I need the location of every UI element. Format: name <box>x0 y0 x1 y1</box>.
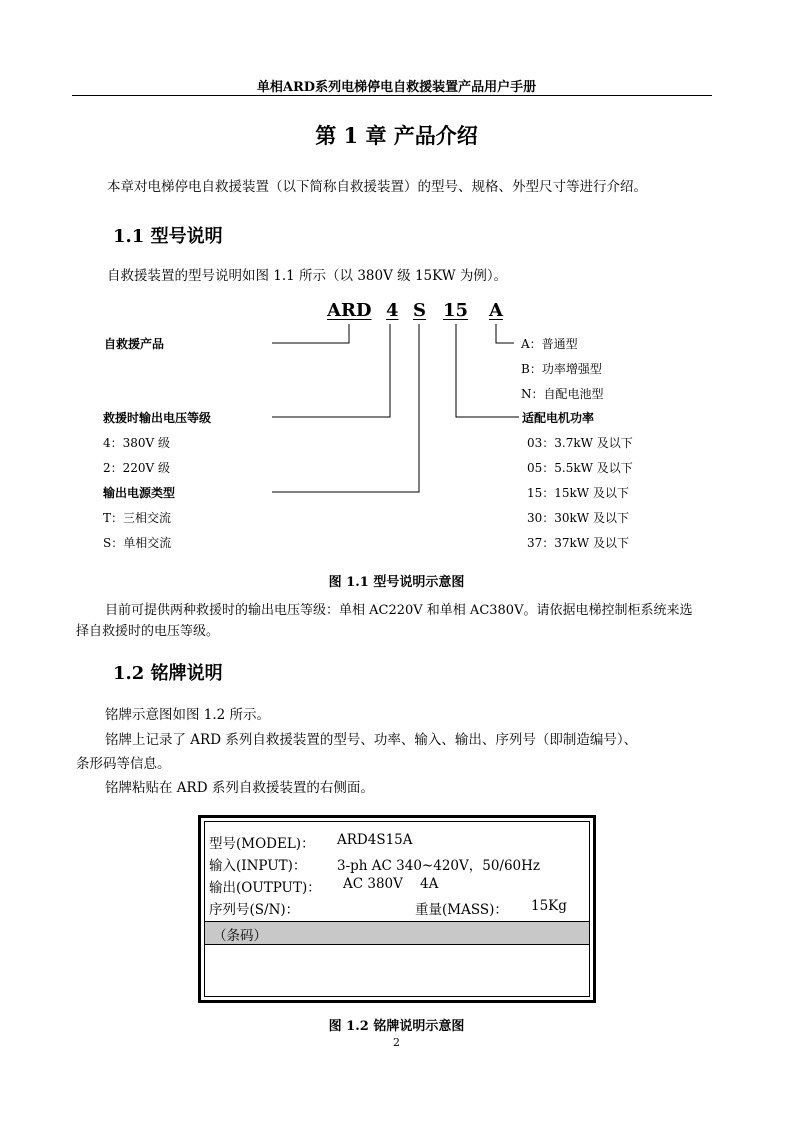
section-heading-1-1: 1.1 型号说明 <box>113 226 223 247</box>
chapter-intro: 本章对电梯停电自救援装置（以下简称自救援装置）的型号、规格、外型尺寸等进行介绍。 <box>107 179 647 195</box>
nameplate-barcode-band <box>205 921 589 945</box>
power-option: 05：5.5kW 及以下 <box>527 461 633 475</box>
power-option: 30：30kW 及以下 <box>527 511 629 525</box>
nameplate-input-label: 输入(INPUT)： <box>209 858 307 874</box>
label-product: 自救援产品 <box>104 337 165 351</box>
voltage-option: 2：220V 级 <box>103 461 171 475</box>
connector-type <box>496 324 514 343</box>
connector-voltage <box>272 324 390 417</box>
chapter-title: 第 1 章 产品介绍 <box>315 123 478 148</box>
label-power-heading: 适配电机功率 <box>522 411 595 425</box>
nameplate-barcode-label: （条码） <box>213 928 267 944</box>
figure-caption-1-2: 图 1.2 铭牌说明示意图 <box>328 1019 465 1034</box>
figure-caption-1-1: 图 1.1 型号说明示意图 <box>328 575 465 590</box>
nameplate-output-value: AC 380V 4A <box>343 876 439 892</box>
code-part-voltage: 4 <box>386 300 399 321</box>
nameplate-intro-line3: 条形码等信息。 <box>76 756 171 772</box>
connector-power <box>456 324 519 417</box>
nameplate-input-value: 3-ph AC 340~420V，50/60Hz <box>337 858 541 874</box>
power-option: 03：3.7kW 及以下 <box>527 436 633 450</box>
nameplate-mass-label: 重量(MASS)： <box>415 902 508 918</box>
code-part-type: A <box>489 300 503 321</box>
nameplate-model-value: ARD4S15A <box>337 832 413 848</box>
nameplate-intro-line4: 铭牌粘贴在 ARD 系列自救援装置的右侧面。 <box>105 780 374 796</box>
nameplate-mass-value: 15Kg <box>531 898 567 914</box>
code-part-source: S <box>413 300 426 321</box>
code-part-series: ARD <box>327 300 372 321</box>
source-option: T：三相交流 <box>103 511 172 525</box>
power-option: 15：15kW 及以下 <box>527 486 629 500</box>
nameplate-inner-frame <box>204 821 590 997</box>
voltage-note-line1: 目前可提供两种救援时的输出电压等级：单相 AC220V 和单相 AC380V。请依据电梯控制柜系统来选 <box>105 603 693 618</box>
page-number: 2 <box>393 1036 400 1049</box>
type-option: A：普通型 <box>521 337 578 351</box>
section-heading-1-2: 1.2 铭牌说明 <box>113 663 223 684</box>
section-1-1-intro: 自救援装置的型号说明如图 1.1 所示（以 380V 级 15KW 为例）。 <box>107 268 508 284</box>
code-part-power: 15 <box>443 300 469 321</box>
label-voltage-heading: 救援时输出电压等级 <box>103 411 212 425</box>
type-option: N：自配电池型 <box>521 387 604 401</box>
type-option: B：功率增强型 <box>521 362 602 376</box>
power-option: 37：37kW 及以下 <box>527 536 629 550</box>
voltage-note-line2: 择自救援时的电压等级。 <box>76 624 220 639</box>
connector-product <box>272 324 349 343</box>
nameplate-output-label: 输出(OUTPUT)： <box>209 880 321 896</box>
voltage-option: 4：380V 级 <box>103 436 171 450</box>
running-header: 单相ARD系列电梯停电自救援装置产品用户手册 <box>256 80 537 95</box>
label-source-heading: 输出电源类型 <box>103 486 176 500</box>
connector-source <box>272 324 419 492</box>
source-option: S：单相交流 <box>103 536 172 550</box>
nameplate-sn-label: 序列号(S/N)： <box>209 902 300 918</box>
nameplate-intro-line1: 铭牌示意图如图 1.2 所示。 <box>105 707 271 723</box>
nameplate-figure <box>198 815 596 1003</box>
nameplate-intro-line2: 铭牌上记录了 ARD 系列自救援装置的型号、功率、输入、输出、序列号（即制造编号）、 <box>105 732 638 748</box>
nameplate-model-label: 型号(MODEL)： <box>209 836 315 852</box>
